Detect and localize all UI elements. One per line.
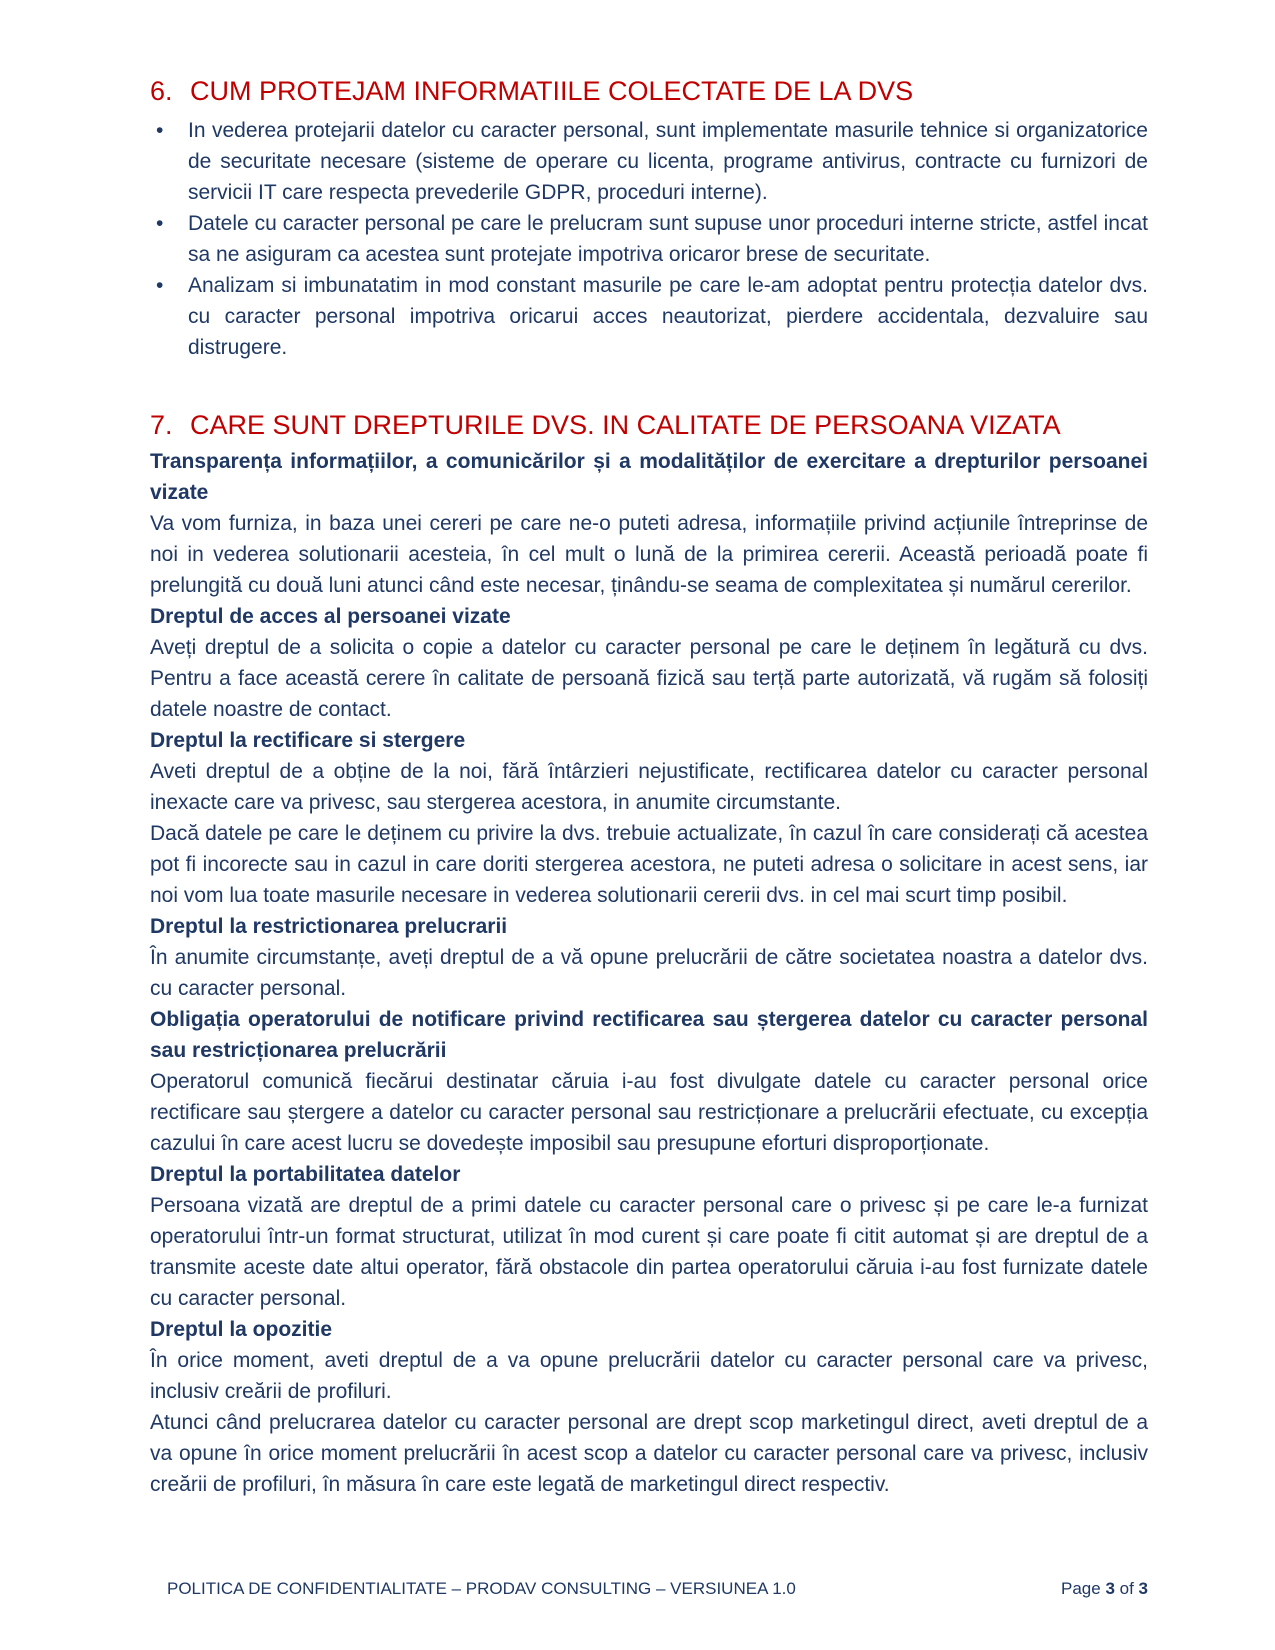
bullet-text: Datele cu caracter personal pe care le prelucram sunt supuse unor proceduri interne stricte, astfel incat sa ne asiguram ca acestea sunt protejate impotriva oricaror brese de securitate. <box>188 212 1148 266</box>
bullet-text: Analizam si imbunatatim in mod constant masurile pe care le-am adoptat pentru protecția datelor dvs. cu caracter personal impotriva oricarui acces neautorizat, pierdere accidentala, dezvaluire sau distrugere. <box>188 274 1148 359</box>
subheading-restrictionarea-prelucrarii: Dreptul la restrictionarea prelucrarii <box>150 915 508 938</box>
subheading-dreptul-de-acces: Dreptul de acces al persoanei vizate <box>150 605 511 628</box>
bullet-icon: • <box>156 212 164 235</box>
section-6-title: CUM PROTEJAM INFORMATIILE COLECTATE DE LA DVS <box>190 76 914 106</box>
paragraph-rectificare-2: Dacă datele pe care le deținem cu privire la dvs. trebuie actualizate, în cazul în care considerați că acestea pot fi incorecte sau in cazul in care doriti stergerea acestora, ne puteti adresa o solicitare in acest sens, iar noi vom lua toate masurile necesare in vederea solutionarii cererii dvs. in cel mai scurt timp posibil. <box>150 822 1148 907</box>
subheading-portabilitatea-datelor: Dreptul la portabilitatea datelor <box>150 1163 461 1186</box>
footer-document-title: POLITICA DE CONFIDENTIALITATE – PRODAV CONSULTING – VERSIUNEA 1.0 <box>167 1579 796 1598</box>
footer-page-total: 3 <box>1138 1579 1148 1598</box>
section-7 <box>150 409 1148 1500</box>
section-7-title: CARE SUNT DREPTURILE DVS. IN CALITATE DE PERSOANA VIZATA <box>190 410 1061 440</box>
paragraph-rectificare-1: Aveti dreptul de a obține de la noi, fără întârzieri nejustificate, rectificarea datelor cu caracter personal inexacte care va privesc, sau stergerea acestora, in anumite circumstante. <box>150 760 1148 814</box>
section-6-bullet-list <box>150 115 1148 363</box>
subheading-rectificare-stergere: Dreptul la rectificare si stergere <box>150 729 466 752</box>
paragraph-transparenta: Va vom furniza, in baza unei cereri pe care ne-o puteti adresa, informațiile privind acțiunile întreprinse de noi in vederea solutionarii acesteia, în cel mult o lună de la primirea cererii. Această perioadă poate fi prelungită cu două luni atunci când este necesar, ținându-se seama de complexitatea și numărul cererilor. <box>150 512 1148 597</box>
section-6-number: 6. <box>150 76 173 106</box>
paragraph-portabilitatea-datelor: Persoana vizată are dreptul de a primi datele cu caracter personal care o privesc și pe care le-a furnizat operatorului într-un format structurat, utilizat în mod curent și care poate fi citit automat și are dreptul de a transmite aceste date altui operator, fără obstacole din partea operatorului căruia i-au fost furnizate datele cu caracter personal. <box>150 1194 1148 1310</box>
footer-page-word: Page <box>1061 1579 1106 1598</box>
bullet-item <box>150 115 1148 208</box>
bullet-item <box>150 270 1148 363</box>
subheading-dreptul-la-opozitie: Dreptul la opozitie <box>150 1318 333 1341</box>
paragraph-dreptul-de-acces: Aveți dreptul de a solicita o copie a datelor cu caracter personal pe care le deținem în legătură cu dvs. Pentru a face această cerere în calitate de persoană fizică sau terță parte autorizată, vă rugăm să folosiți datele noastre de contact. <box>150 636 1148 721</box>
section-6 <box>150 75 1148 363</box>
paragraph-opozitie-1: În orice moment, aveti dreptul de a va opune prelucrării datelor cu caracter personal care va privesc, inclusiv creării de profiluri. <box>150 1349 1148 1403</box>
subheading-transparenta: Transparența informațiilor, a comunicărilor și a modalităților de exercitare a drepturilor persoanei vizate <box>150 450 1148 504</box>
paragraph-restrictionarea-prelucrarii: În anumite circumstanțe, aveți dreptul de a vă opune prelucrării de către societatea noastra a datelor dvs. cu caracter personal. <box>150 946 1148 1000</box>
paragraph-obligatia-operatorului: Operatorul comunică fiecărui destinatar căruia i-au fost divulgate datele cu caracter personal orice rectificare sau ștergere a datelor cu caracter personal sau restricționare a prelucrării efectuate, cu excepția cazului în care acest lucru se dovedește imposibil sau presupune eforturi disproporționate. <box>150 1070 1148 1155</box>
paragraph-opozitie-2: Atunci când prelucrarea datelor cu caracter personal are drept scop marketingul direct, aveti dreptul de a va opune în orice moment prelucrării în acest scop a datelor cu caracter personal care va privesc, inclusiv creării de profiluri, în măsura în care este legată de marketingul direct respectiv. <box>150 1411 1148 1496</box>
bullet-text: In vederea protejarii datelor cu caracter personal, sunt implementate masurile tehnice si organizatorice de securitate necesare (sisteme de operare cu licenta, programe antivirus, contracte cu furnizori de servicii IT care respecta prevederile GDPR, proceduri interne). <box>188 119 1148 204</box>
page-footer <box>150 1578 1148 1599</box>
bullet-icon: • <box>156 274 164 297</box>
subheading-obligatia-operatorului: Obligația operatorului de notificare privind rectificarea sau ștergerea datelor cu caracter personal sau restricționarea prelucrării <box>150 1008 1148 1062</box>
bullet-item <box>150 208 1148 270</box>
section-7-number: 7. <box>150 410 173 440</box>
section-6-heading <box>150 75 1148 107</box>
section-7-heading <box>150 409 1148 441</box>
bullet-icon: • <box>156 119 164 142</box>
footer-page-number <box>1061 1578 1148 1599</box>
footer-page-current: 3 <box>1105 1579 1115 1598</box>
footer-page-of: of <box>1114 1579 1139 1598</box>
